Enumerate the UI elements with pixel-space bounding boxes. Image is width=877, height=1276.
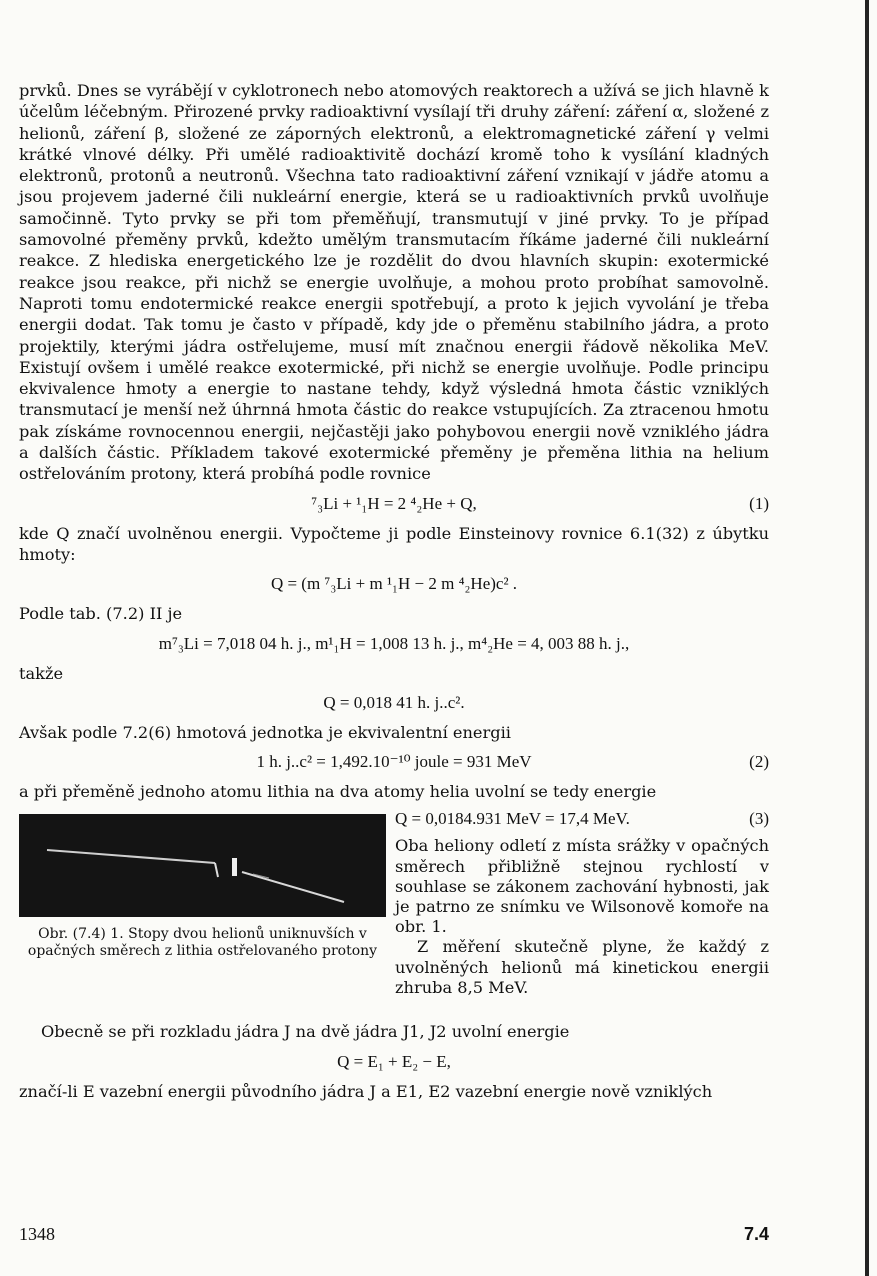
equation-3-number: (3)	[749, 809, 769, 829]
equation-masses-text: m⁷₃Li = 7,018 04 h. j., m¹₁H = 1,008 13 h. j., m⁴₂He = 4, 003 88 h. j.,	[158, 633, 630, 653]
equation-q-value	[19, 688, 769, 718]
equation-q-mass-text: Q = (m ⁷₃Li + m ¹₁H − 2 m ⁴₂He)c² .	[270, 574, 518, 594]
paragraph-measurement: Z měření skutečně plyne, že každý z uvolněných helionů má kinetickou energii zhruba 8,5 MeV.	[395, 937, 769, 997]
equation-1-text: ⁷₃Li + ¹₁H = 2 ⁴₂He + Q,	[311, 493, 477, 513]
paragraph-general: Obecně se při rozkladu jádra J na dvě jádra J1, J2 uvolní energie	[41, 1022, 570, 1042]
equation-2-number: (2)	[749, 752, 769, 772]
right-column	[395, 806, 769, 998]
equation-3-text: Q = 0,0184.931 MeV = 17,4 MeV.	[395, 809, 630, 829]
equation-q-mass	[19, 569, 769, 599]
helion-tracks-image	[19, 814, 386, 917]
paragraph-q-definition: kde Q značí uvolněnou energii. Vypočteme ji podle Einsteinovy rovnice 6.1(32) z úbytku hmoty:	[19, 523, 769, 564]
paragraph-intro: prvků. Dnes se vyrábějí v cyklotronech nebo atomových reaktorech a užívá se jich hlavně k účelům léčebným. Přirozené prvky radioaktivní vysílají tři druhy záření: záření α, složené z helionů, záření β, složené ze záporných elektronů, a elektromagnetické záření γ velmi krátké vlnové délky. Při umělé radioaktivitě dochází kromě toho k vysílání kladných elektronů, protonů a neutronů. Všechna tato radioaktivní záření vznikají v jádře atomu a jsou projevem jaderné čili nukleární energie, která se u radioaktivních prvků uvolňuje samočinně. Tyto prvky se při tom přeměňují, transmutují v jiné prvky. To je případ samovolné přeměny prvků, kdežto umělým transmutacím říkáme jaderné čili nukleární reakce. Z hlediska energetického lze je rozdělit do dvou hlavních skupin: exotermické reakce jsou reakce, při nichž se energie uvolňuje, a mohou proto probíhat samovolně. Naproti tomu endotermické reakce energii spotřebují, a proto k jejich vyvolání je třeba energii dodat. Tak tomu je často v případě, kdy jde o přeměnu stabilního jádra, a proto projektily, kterými jádra ostřelujeme, musí mít značnou energii řádově několika MeV. Existují ovšem i umělé reakce exotermické, při nichž se energie uvolňuje. Podle principu ekvivalence hmoty a energie to nastane tehdy, když výsledná hmota částic vzniklých transmutací je menší než úhrnná hmota částic do reakce vstupujících. Za ztracenou hmotu pak získáme rovnocennou energii, nejčastěji jako pohybovou energii nově vzniklého jádra a dalších částic. Příkladem takové exotermické přeměny je přeměna lithia na helium ostřelováním protony, která probíhá podle rovnice	[19, 81, 769, 484]
paragraph-therefore: takže	[19, 663, 64, 683]
equation-1	[19, 489, 769, 519]
equation-general	[19, 1047, 769, 1077]
page-edge	[865, 0, 869, 1276]
page-number: 1348	[19, 1224, 55, 1244]
paragraph-helions: Oba heliony odletí z místa srážky v opačných směrech přibližně stejnou rychlostí v souhlase se zákonem zachování hybnosti, jak je patrno ze snímku ve Wilsonově komoře na obr. 1.	[395, 836, 769, 937]
equation-masses	[19, 629, 769, 659]
paragraph-lithium-energy: a při přeměně jednoho atomu lithia na dva atomy helia uvolní se tedy energie	[19, 782, 657, 802]
paragraph-binding-energy: značí-li E vazební energii původního jádra J a E1, E2 vazební energie nově vzniklých	[19, 1081, 713, 1101]
equation-2	[19, 747, 769, 777]
figure-row	[19, 806, 769, 1021]
section-number: 7.4	[743, 1224, 769, 1244]
page-body	[19, 80, 769, 1102]
equation-q-value-text: Q = 0,018 41 h. j..c².	[323, 692, 465, 712]
equation-2-text: 1 h. j..c² = 1,492.10⁻¹⁰ joule = 931 MeV	[256, 752, 532, 772]
equation-general-text: Q = E₁ + E₂ − E,	[337, 1051, 451, 1071]
equation-1-number: (1)	[749, 493, 769, 513]
cloud-chamber-photo	[19, 814, 386, 917]
paragraph-mass-unit: Avšak podle 7.2(6) hmotová jednotka je ekvivalentní energii	[19, 722, 511, 742]
figure-caption: Obr. (7.4) 1. Stopy dvou helionů uniknuvších v opačných směrech z lithia ostřelovaného protony	[27, 926, 378, 960]
equation-3	[395, 806, 769, 832]
paragraph-table-ref: Podle tab. (7.2) II je	[19, 604, 183, 624]
page-footer	[19, 1224, 769, 1248]
